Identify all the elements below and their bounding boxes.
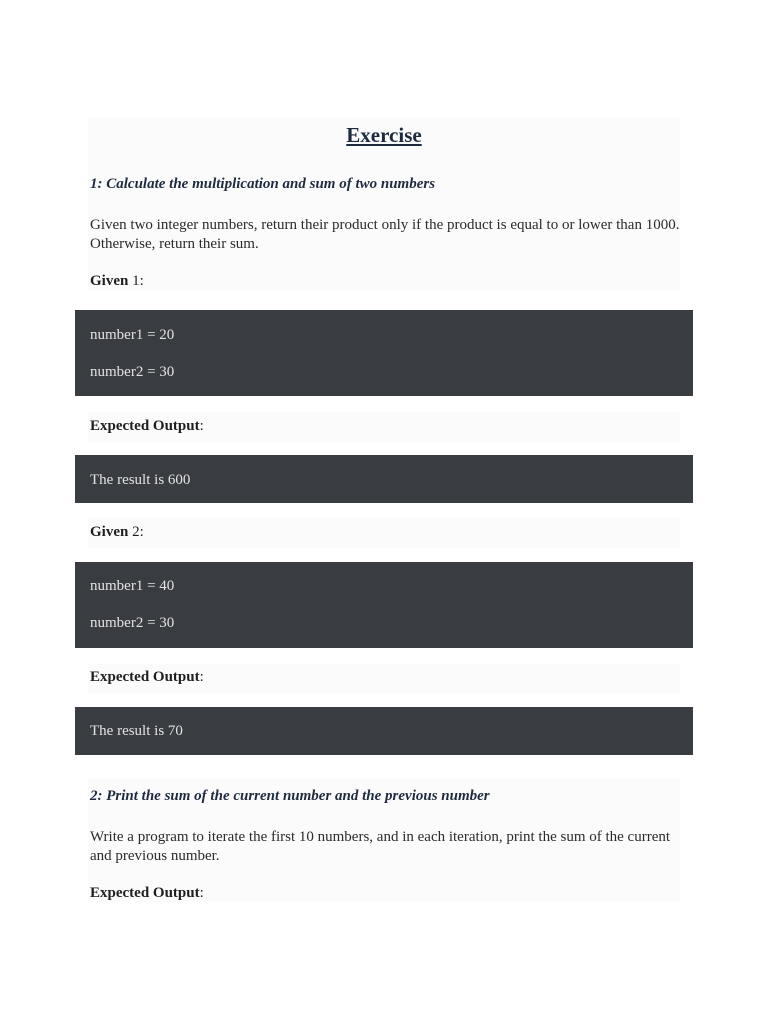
- given-1-code-block: [75, 310, 693, 396]
- expected-output-2-code-block: [75, 707, 693, 755]
- given-2-label-bold: Given: [90, 524, 129, 540]
- page-title: Exercise: [346, 123, 422, 147]
- given-1-label-bold: Given: [90, 273, 129, 289]
- given-1-label-rest: 1:: [128, 273, 144, 289]
- expected-output-2-label-rest: :: [199, 669, 204, 685]
- expected-output-2-text: The result is 70: [90, 723, 183, 739]
- expected-output-2-label-bold: Expected Output: [90, 669, 200, 685]
- exercise-2-expected-output-label-rest: :: [199, 885, 204, 901]
- given-2-label: [90, 522, 144, 542]
- expected-output-1-code-block: [75, 455, 693, 503]
- given-2-label-rest: 2:: [128, 524, 144, 540]
- expected-output-1-label-rest: :: [199, 418, 204, 434]
- expected-output-1-label: [90, 416, 204, 436]
- given-1-line-2: number2 = 30: [90, 364, 175, 380]
- given-2-line-1: number1 = 40: [90, 578, 175, 594]
- given-1-line-1: number1 = 20: [90, 327, 175, 343]
- content-background-given2: [88, 518, 680, 548]
- expected-output-1-label-bold: Expected Output: [90, 418, 200, 434]
- expected-output-2-label: [90, 667, 204, 687]
- expected-output-1-text: The result is 600: [90, 472, 191, 488]
- exercise-2-expected-output-label-bold: Expected Output: [90, 885, 200, 901]
- exercise-2-description: Write a program to iterate the first 10 numbers, and in each iteration, print the sum of the current and previous number.: [90, 829, 671, 864]
- exercise-2-heading: 2: Print the sum of the current number and the previous number: [90, 788, 490, 804]
- given-2-code-block: [75, 562, 693, 648]
- given-1-label: [90, 271, 144, 291]
- given-2-line-2: number2 = 30: [90, 615, 175, 631]
- exercise-2-expected-output-label: [90, 883, 204, 903]
- exercise-1-description: Given two integer numbers, return their product only if the product is equal to or lower than 1000. Otherwise, return their sum.: [90, 217, 680, 252]
- exercise-1-heading: 1: Calculate the multiplication and sum of two numbers: [90, 176, 436, 192]
